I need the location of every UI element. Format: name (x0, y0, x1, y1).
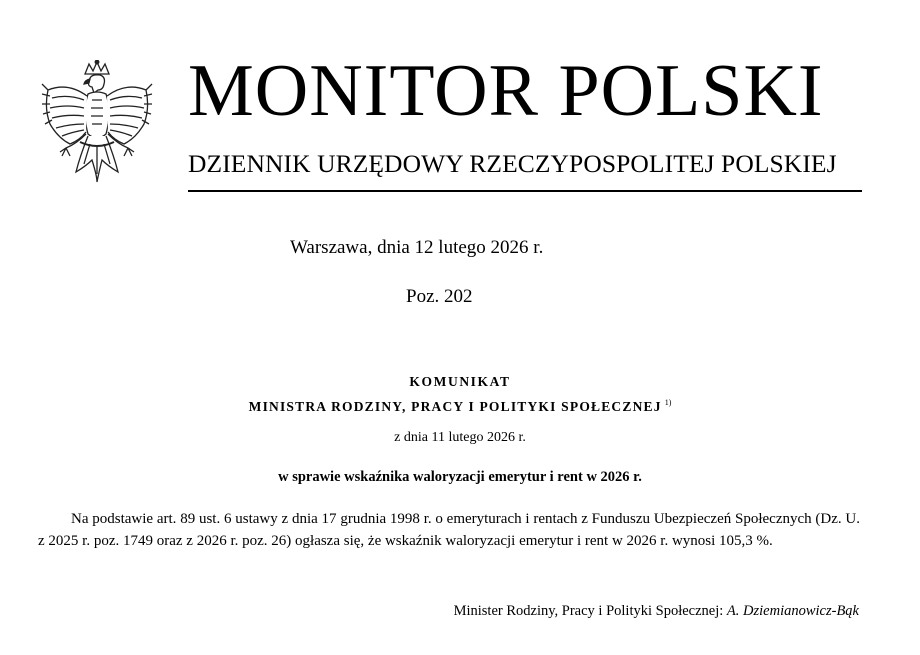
signature-name: A. Dziemianowicz-Bąk (726, 603, 859, 619)
publication-title: MONITOR POLSKI (188, 50, 824, 132)
footnote-reference[interactable]: 1) (664, 398, 672, 407)
header-divider (188, 190, 862, 192)
act-type: KOMUNIKAT (409, 374, 511, 389)
act-body-paragraph: Na podstawie art. 89 ust. 6 ustawy z dnia 17 grudnia 1998 r. o emeryturach i rentach z Funduszu Ubezpieczeń Społecznych (Dz. U. z 2025 r. poz. 1749 oraz z 2026 r. poz. 26) ogłasza się, że wskaźnik waloryzacji emerytur i rent w 2026 r. wynosi 105,3 %. (38, 511, 860, 549)
position-number: Poz. 202 (406, 286, 473, 307)
publication-subtitle: DZIENNIK URZĘDOWY RZECZYPOSPOLITEJ POLSKIEJ (188, 149, 837, 178)
polish-eagle-emblem-icon (40, 60, 155, 200)
act-issue-date: z dnia 11 lutego 2026 r. (394, 430, 526, 445)
signature-block (454, 600, 859, 622)
publication-date: Warszawa, dnia 12 lutego 2026 r. (290, 237, 544, 258)
act-subject: w sprawie wskaźnika waloryzacji emerytur i rent w 2026 r. (278, 469, 642, 485)
act-authority (0, 398, 920, 415)
authority-name: MINISTRA RODZINY, PRACY I POLITYKI SPOŁECZNEJ (248, 399, 662, 414)
signature-role: Minister Rodziny, Pracy i Polityki Społecznej: (453, 603, 724, 619)
